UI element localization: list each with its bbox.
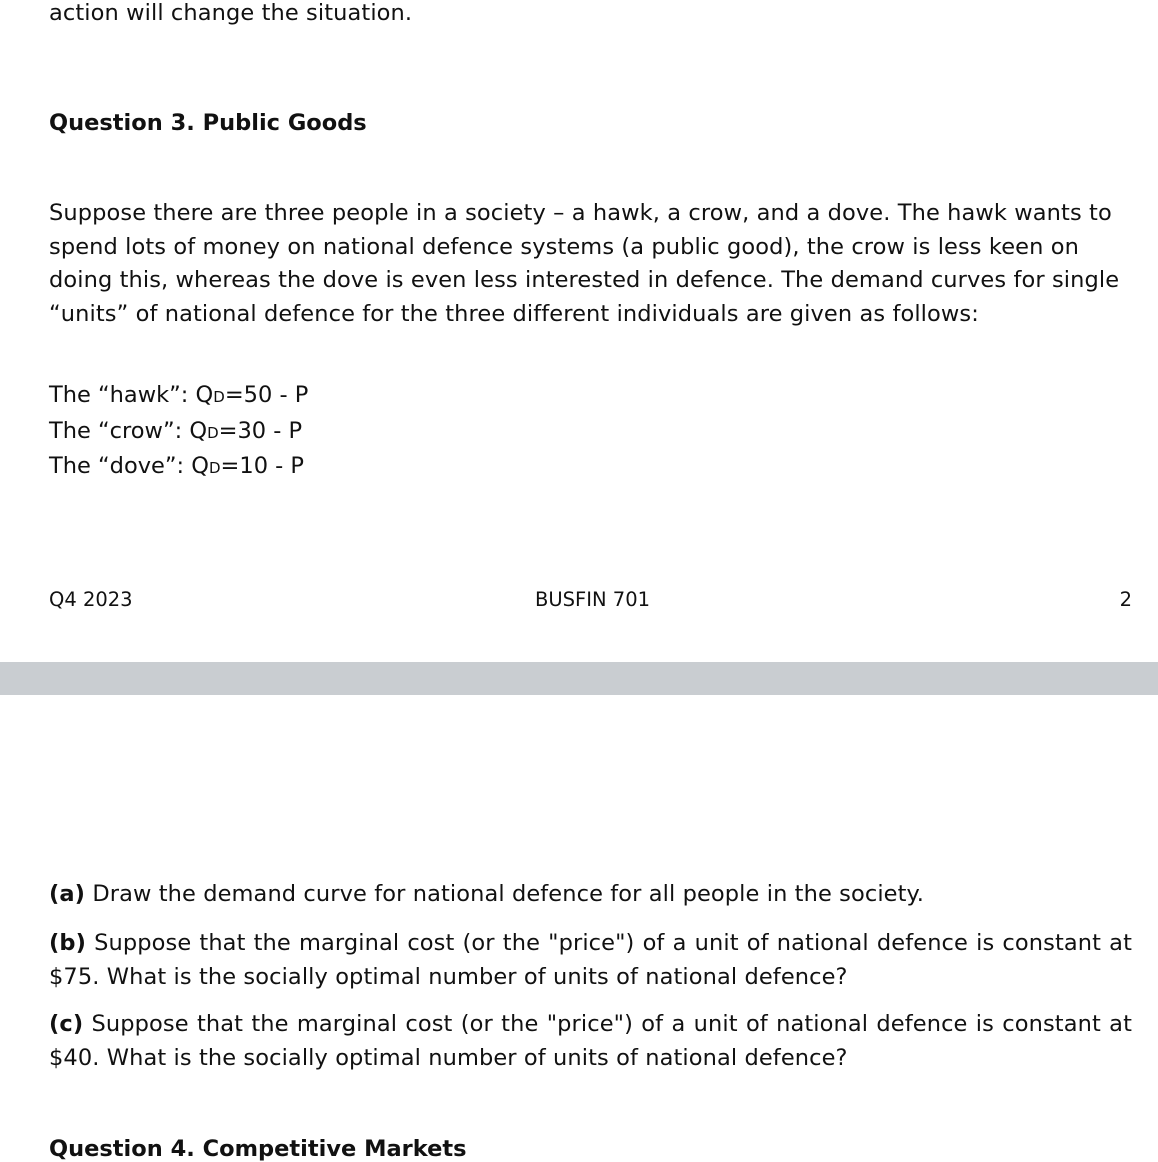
page-separator — [0, 662, 1158, 695]
footer-course: BUSFIN 701 — [535, 588, 651, 611]
part-text: Suppose that the marginal cost (or the "price") of a unit of national defence is constant at $75. What is the socially optimal number of units of national defence? — [49, 930, 1132, 990]
demand-equations — [49, 379, 308, 486]
part-text: Draw the demand curve for national defence for all people in the society. — [85, 881, 924, 907]
question-part-a — [49, 878, 1132, 912]
question-part-b — [49, 927, 1132, 994]
footer-page-number: 2 — [1119, 588, 1132, 611]
previous-text-line: action will change the situation. — [49, 0, 413, 26]
question-3-heading: Question 3. Public Goods — [49, 110, 367, 136]
question-4-heading: Question 4. Competitive Markets — [49, 1136, 467, 1162]
question-part-c — [49, 1008, 1132, 1075]
part-label: (c) — [49, 1011, 84, 1037]
equation-dove: The “dove”: QD=10 - P — [49, 453, 305, 479]
question-3-paragraph: Suppose there are three people in a society – a hawk, a crow, and a dove. The hawk wants to spend lots of money on national defence systems (a public good), the crow is less keen on doing this, whereas the dove is even less interested in defence. The demand curves for single “units” of national defence for the three different individuals are given as follows: — [49, 200, 1120, 327]
part-label: (b) — [49, 930, 86, 956]
part-text: Suppose that the marginal cost (or the "price") of a unit of national defence is constant at $40. What is the socially optimal number of units of national defence? — [49, 1011, 1132, 1071]
footer-date: Q4 2023 — [49, 588, 133, 611]
equation-crow: The “crow”: QD=30 - P — [49, 417, 303, 444]
equation-hawk: The “hawk”: QD=50 - P — [49, 382, 309, 408]
part-label: (a) — [49, 881, 86, 907]
